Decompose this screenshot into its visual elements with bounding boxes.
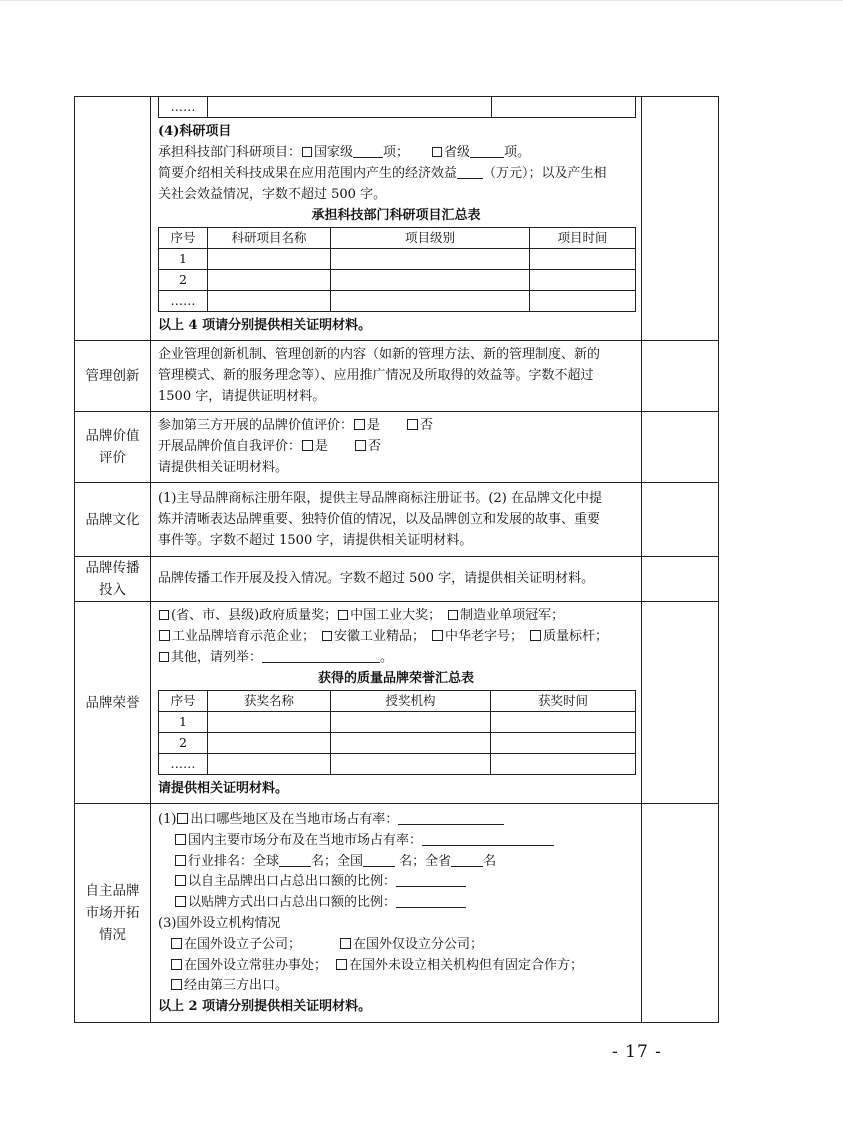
- checkbox[interactable]: [448, 610, 458, 620]
- checkbox[interactable]: [171, 938, 182, 949]
- checkbox[interactable]: [432, 630, 443, 641]
- content-culture: (1)主导品牌商标注册年限，提供主导品牌商标注册证书。(2) 在品牌文化中提 炼并清晰表达品牌重要、独特价值的情况，以及品牌创立和发展的故事、重要 事件等。字数不超过 1500 字，请提供相关证明材料。: [151, 483, 642, 557]
- remark-cell: [642, 557, 719, 602]
- value-line-1: 参加第三方开展的品牌价值评价： 是 否: [158, 418, 434, 433]
- row-sci: [75, 97, 719, 341]
- row-value: [75, 412, 719, 483]
- sci-footer: 以上 4 项请分别提供相关证明材料。: [158, 318, 372, 333]
- checkbox[interactable]: [171, 979, 182, 990]
- remark-cell: [642, 483, 719, 557]
- sci-heading: (4)科研项目: [158, 124, 232, 139]
- label-sci: [75, 97, 151, 341]
- checkbox[interactable]: [159, 630, 170, 641]
- form-table: [74, 96, 719, 1023]
- checkbox[interactable]: [175, 875, 186, 886]
- table-row: ……: [159, 754, 636, 775]
- checkbox[interactable]: [175, 855, 186, 866]
- honor-footer: 请提供相关证明材料。: [158, 781, 289, 796]
- label-market: 自主品牌 市场开拓 情况: [75, 804, 151, 1023]
- checkbox[interactable]: [177, 813, 188, 824]
- table-header-row: 序号 获奖名称 授奖机构 获奖时间: [159, 691, 636, 712]
- text-blank[interactable]: [422, 831, 554, 846]
- checkbox[interactable]: [530, 630, 541, 641]
- sci-line-2: 简要介绍相关科技成果在应用范围内产生的经济效益 （万元）；以及产生相: [158, 166, 607, 181]
- row-comm: [75, 557, 719, 602]
- row-market: [75, 804, 719, 1023]
- checkbox[interactable]: [175, 834, 186, 845]
- table-row: 2: [159, 270, 636, 291]
- content-honor: [151, 602, 642, 804]
- checkbox[interactable]: [159, 652, 169, 662]
- checkbox[interactable]: [159, 610, 169, 620]
- checkbox[interactable]: [302, 147, 312, 157]
- top-rule: [0, 0, 843, 1]
- sci-table-title: 承担科技部门科研项目汇总表: [311, 208, 481, 223]
- label-comm: 品牌传播 投入: [75, 557, 151, 602]
- table-row: ……: [159, 291, 636, 312]
- row-honor: [75, 602, 719, 804]
- prev-ellipsis: ……: [159, 97, 208, 118]
- checkbox[interactable]: [338, 610, 348, 620]
- sci-line-3: 关社会效益情况，字数不超过 500 字。: [158, 187, 387, 202]
- value-line-2: 开展品牌价值自我评价： 是 否: [158, 439, 382, 454]
- content-mgmt: 企业管理创新机制、管理创新的内容（如新的管理方法、新的管理制度、新的 管理模式、新的服务理念等）、应用推广情况及所取得的效益等。字数不超过 1500 字，请提供证明材料。: [151, 341, 642, 412]
- checkbox[interactable]: [322, 631, 332, 641]
- text-blank[interactable]: [396, 872, 466, 887]
- checkbox[interactable]: [336, 959, 347, 970]
- checkbox[interactable]: [432, 147, 442, 157]
- checkbox[interactable]: [175, 896, 186, 907]
- table-row: 1: [159, 712, 636, 733]
- honor-table-title: 获得的质量品牌荣誉汇总表: [317, 671, 474, 686]
- row-culture: [75, 483, 719, 557]
- checkbox[interactable]: [302, 440, 313, 451]
- sci-summary-table: [158, 227, 636, 312]
- checkbox[interactable]: [171, 959, 182, 970]
- remark-cell: [642, 341, 719, 412]
- remark-cell: [642, 804, 719, 1023]
- label-mgmt: 管理创新: [75, 341, 151, 412]
- sci-line-1: 承担科技部门科研项目： 国家级 项； 省级 项。: [158, 145, 531, 160]
- content-comm: 品牌传播工作开展及投入情况。字数不超过 500 字，请提供相关证明材料。: [151, 557, 642, 602]
- content-value: 参加第三方开展的品牌价值评价： 是 否 开展品牌价值自我评价： 是 否 请提供相关证明材料。: [151, 412, 642, 483]
- page-number: - 17 -: [612, 1042, 662, 1062]
- row-mgmt: [75, 341, 719, 412]
- remark-cell: [642, 97, 719, 341]
- honor-line-1: (省、市、县级)政府质量奖； 中国工业大奖； 制造业单项冠军；: [158, 605, 634, 626]
- remark-cell: [642, 412, 719, 483]
- checkbox[interactable]: [354, 419, 365, 430]
- market-footer: 以上 2 项请分别提供相关证明材料。: [158, 999, 372, 1015]
- table-header-row: 序号 科研项目名称 项目级别 项目时间: [159, 228, 636, 249]
- table-row: 1: [159, 249, 636, 270]
- label-value: 品牌价值 评价: [75, 412, 151, 483]
- honor-line-3: 其他，请列举： 。: [158, 647, 634, 668]
- checkbox[interactable]: [340, 938, 351, 949]
- text-blank[interactable]: [396, 893, 466, 908]
- prev-table-tail: [158, 97, 636, 118]
- honor-summary-table: [158, 690, 636, 775]
- content-market: (1) 出口哪些地区及在当地市场占有率： 国内主要市场分布及在当地市场占有率： 行业排名：全球 名；全国 名；全省 名 以自主品牌出口占总出口额的比例： 以贴牌方式出口占总出口额的比例： (3)国外设立机构情况 在国外设立子公司； 在国外仅设立分公司； 在国外设立常驻办事处； 在国外未设立相关机构但有固定合作方； 经由第三方出口。 以上 2 项请分别提供相关证明材料。: [151, 804, 642, 1023]
- label-honor: 品牌荣誉: [75, 602, 151, 804]
- other-input[interactable]: [262, 648, 380, 663]
- checkbox[interactable]: [407, 419, 418, 430]
- table-row: 2: [159, 733, 636, 754]
- remark-cell: [642, 602, 719, 804]
- label-culture: 品牌文化: [75, 483, 151, 557]
- content-sci: [151, 97, 642, 341]
- text-blank[interactable]: [398, 810, 504, 825]
- checkbox[interactable]: [355, 440, 366, 451]
- honor-line-2: 工业品牌培育示范企业； 安徽工业精品； 中华老字号； 质量标杆；: [158, 626, 634, 647]
